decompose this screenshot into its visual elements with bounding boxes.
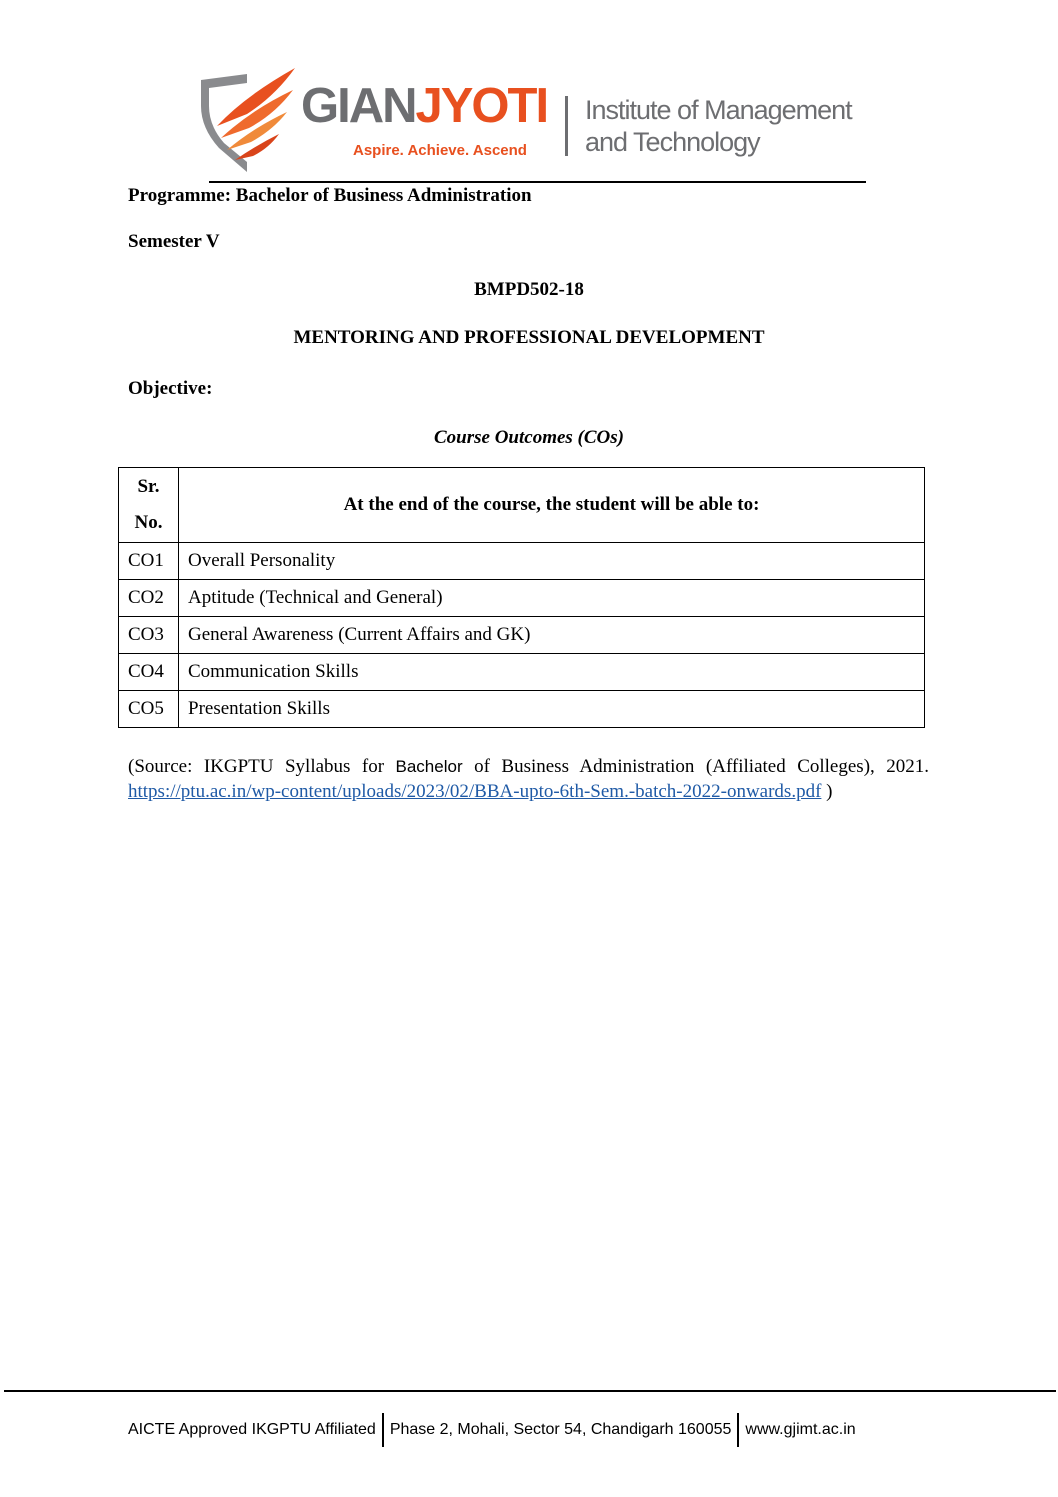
footer-address: Phase 2, Mohali, Sector 54, Chandigarh 160055 (389, 1421, 732, 1438)
co-code: CO2 (119, 580, 179, 617)
co-text: Presentation Skills (179, 691, 925, 728)
table-row (119, 543, 925, 580)
semester-label: Semester V (128, 231, 220, 252)
source-prefix: (Source: IKGPTU Syllabus for (128, 756, 385, 777)
programme-label: Programme: Bachelor of Business Administration (128, 185, 532, 206)
source-link-line (128, 780, 832, 804)
co-code: CO3 (119, 617, 179, 654)
source-word: Bachelor (395, 757, 463, 776)
co-text: Communication Skills (179, 654, 925, 691)
institute-name-line-2: and Technology (585, 127, 760, 157)
footer-divider (4, 1390, 1056, 1392)
outcomes-heading: Course Outcomes (COs) (433, 427, 624, 448)
co-text: Overall Personality (179, 543, 925, 580)
co-code: CO5 (119, 691, 179, 728)
footer-affiliation: AICTE Approved IKGPTU Affiliated (128, 1421, 376, 1438)
co-code: CO1 (119, 543, 179, 580)
course-outcomes-table (118, 467, 925, 728)
source-suffix: of Business Administration (Affiliated Colleges), 2021. (474, 756, 929, 777)
footer-separator (737, 1413, 739, 1447)
brand-name-part-2: JYOTI (415, 79, 548, 133)
sr-no-header-line-2: No. (134, 512, 163, 533)
brand-name-part-1: GIAN (301, 79, 416, 133)
shield-wings-icon (195, 66, 299, 176)
footer-separator (382, 1413, 384, 1447)
syllabus-link[interactable]: https://ptu.ac.in/wp-content/uploads/2023/02/BBA-upto-6th-Sem.-batch-2022-onwards.pdf (128, 781, 822, 802)
objective-label: Objective: (128, 378, 213, 399)
footer (128, 1413, 856, 1447)
co-text: Aptitude (Technical and General) (179, 580, 925, 617)
sr-no-header-line-1: Sr. (137, 476, 160, 497)
footer-website[interactable]: www.gjimt.ac.in (745, 1421, 856, 1438)
sr-no-header (119, 468, 179, 543)
table-row (119, 691, 925, 728)
co-text: General Awareness (Current Affairs and GK) (179, 617, 925, 654)
logo-divider (565, 96, 568, 156)
table-row (119, 617, 925, 654)
brand-name (301, 79, 548, 133)
description-header: At the end of the course, the student will be able to: (179, 468, 925, 543)
co-code: CO4 (119, 654, 179, 691)
course-code: BMPD502-18 (474, 279, 584, 300)
institute-name-line-1: Institute of Management (585, 95, 852, 125)
brand-tagline: Aspire. Achieve. Ascend (353, 142, 527, 159)
institute-name (585, 94, 852, 158)
header-divider (209, 181, 866, 183)
course-title: MENTORING AND PROFESSIONAL DEVELOPMENT (293, 327, 765, 348)
table-row (119, 580, 925, 617)
table-row (119, 654, 925, 691)
table-header-row (119, 468, 925, 543)
institute-logo (195, 66, 875, 178)
source-close: ) (826, 781, 833, 802)
source-citation (128, 755, 929, 779)
